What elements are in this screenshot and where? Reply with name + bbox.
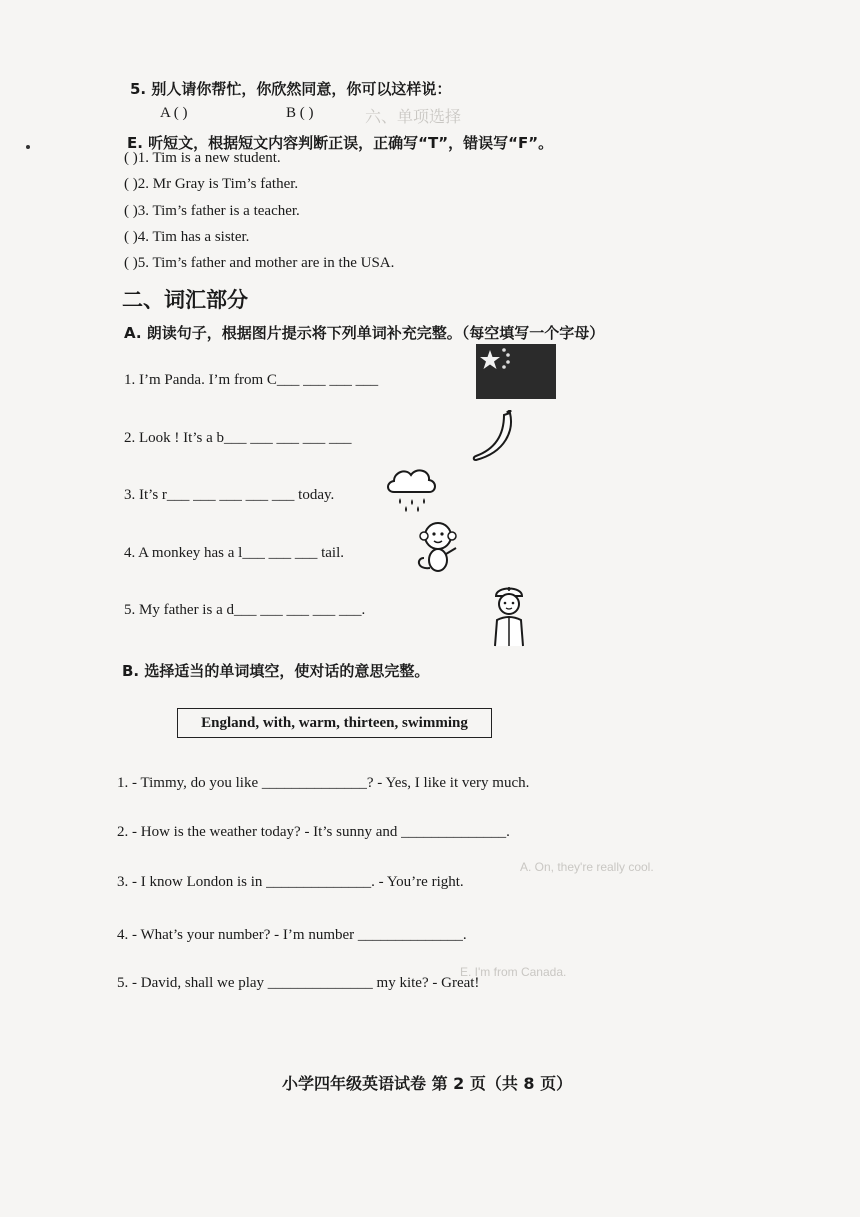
doctor-icon bbox=[488, 584, 530, 650]
tf-item-3[interactable]: ( )3. Tim’s father is a teacher. bbox=[124, 203, 300, 219]
dialogue-item-4[interactable]: 4. - What’s your number? - I’m number ______________. bbox=[117, 927, 467, 943]
option-b-blank[interactable]: B ( ) bbox=[286, 105, 314, 121]
tf-item-4[interactable]: ( )4. Tim has a sister. bbox=[124, 229, 250, 245]
section-e-title: E. 听短文，根据短文内容判断正误，正确写“T”，错误写“F”。 bbox=[127, 134, 554, 152]
tf-item-2[interactable]: ( )2. Mr Gray is Tim’s father. bbox=[124, 176, 299, 192]
tf-item-1[interactable]: ( )1. Tim is a new student. bbox=[124, 150, 281, 166]
part-2-heading: 二、词汇部分 bbox=[122, 288, 248, 312]
dialogue-item-3[interactable]: 3. - I know London is in ______________. - You’re right. bbox=[117, 874, 464, 890]
bleed-through-text: A. On, they're really cool. bbox=[520, 860, 654, 874]
dialogue-item-5[interactable]: 5. - David, shall we play ______________ my kite? - Great! bbox=[117, 975, 480, 991]
vocab-item-2[interactable]: 2. Look ! It’s a b___ ___ ___ ___ ___ bbox=[124, 430, 352, 446]
word-bank-box: England, with, warm, thirteen, swimming bbox=[177, 708, 492, 738]
option-a-blank[interactable]: A ( ) bbox=[160, 105, 188, 121]
bleed-through-text: E. I'm from Canada. bbox=[460, 965, 567, 979]
part-2b-title: B. 选择适当的单词填空，使对话的意思完整。 bbox=[122, 662, 430, 680]
vocab-item-4[interactable]: 4. A monkey has a l___ ___ ___ tail. bbox=[124, 545, 344, 561]
dialogue-item-2[interactable]: 2. - How is the weather today? - It’s sunny and ______________. bbox=[117, 824, 510, 840]
question-5-prompt: 5. 别人请你帮忙，你欣然同意，你可以这样说： bbox=[130, 80, 452, 98]
vocab-item-1[interactable]: 1. I’m Panda. I’m from C___ ___ ___ ___ bbox=[124, 372, 379, 388]
page-footer: 小学四年级英语试卷 第 2 页（共 8 页） bbox=[282, 1074, 573, 1093]
vocab-item-3[interactable]: 3. It’s r___ ___ ___ ___ ___ today. bbox=[124, 487, 335, 503]
china-flag-icon bbox=[476, 344, 556, 399]
rain-cloud-icon bbox=[384, 462, 439, 514]
bleed-through-text: 六、单项选择 bbox=[365, 109, 462, 126]
monkey-icon bbox=[412, 520, 462, 582]
tf-item-5[interactable]: ( )5. Tim’s father and mother are in the USA. bbox=[124, 255, 395, 271]
part-2a-title: A. 朗读句子，根据图片提示将下列单词补充完整。（每空填写一个字母） bbox=[124, 324, 605, 342]
banana-icon bbox=[470, 410, 520, 465]
scan-speck bbox=[26, 145, 30, 149]
dialogue-item-1[interactable]: 1. - Timmy, do you like ______________? - Yes, I like it very much. bbox=[117, 775, 530, 791]
vocab-item-5[interactable]: 5. My father is a d___ ___ ___ ___ ___. bbox=[124, 602, 366, 618]
